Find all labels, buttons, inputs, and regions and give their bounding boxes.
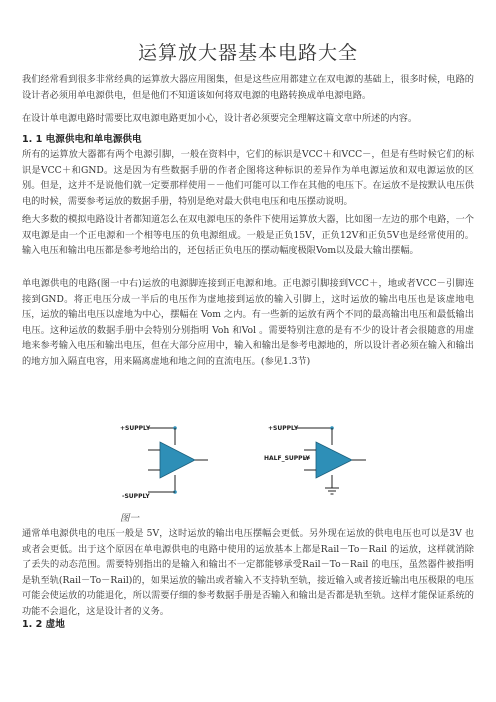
- paragraph-supply-pins: 所有的运算放大器都有两个电源引脚，一般在资料中，它们的标识是VCC＋和VCC－，但是有些时候它们的标识是VCC＋和GND。这是因为有些数据手册的作者企图将这种标识的差异作为单电源运放和双电源运放的区别。但是，这并不是说他们就一定要那样使用－－他们可能可以工作在其他的电压下。在运放不是按默认电压供电的时候，需要参考运放的数据手册，特别是绝对最大供电电压和电压摆动说明。: [22, 149, 474, 207]
- paragraph-intro: 我们经常看到很多非常经典的运算放大器应用图集，但是这些应用都建立在双电源的基础上，很多时候，电路的设计者必须用单电源供电，但是他们不知道该如何将双电源的电路转换成单电源电路。: [22, 74, 474, 101]
- label-pos-supply-right: +SUPPLY: [268, 425, 299, 432]
- figure-opamp-circuits: [120, 420, 370, 502]
- paragraph-caution: 在设计单电源电路时需要比双电源电路更加小心，设计者必须要完全理解这篇文章中所述的内容。: [22, 113, 418, 124]
- paragraph-single-supply: 单电源供电的电路(图一中右)运放的电源脚连接到正电源和地。正电源引脚接到VCC＋，地或者VCC－引脚连接到GND。将正电压分成一半后的电压作为虚地接到运放的输入引脚上，这时运放的输出电压也是该虚地电压，运放的输出电压以虚地为中心，摆幅在 Vom 之内。有一些新的运放有两个不同的最高输出电压和最低输出电压。这种运放的数据手册中会特别分别指明 Voh 和Vol 。需要特别注意的是有不少的设计者会很随意的用虚地来参考输入电压和输出电压，但在大部分应用中，输入和输出是参考电源地的，所以设计者必须在输入和输出的地方加入隔直电容，用来隔离虚地和地之间的直流电压。(参见1.3节): [22, 278, 474, 367]
- label-neg-supply: -SUPPLY: [122, 493, 150, 500]
- paragraph-dual-supply: 绝大多数的模拟电路设计者都知道怎么在双电源电压的条件下使用运算放大器，比如图一左边的那个电路，一个双电源是由一个正电源和一个相等电压的负电源组成。一般是正负15V，正负12V和正负5V也是经常使用的。输入电压和输出电压都是参考地给出的，还包括正负电压的摆动幅度极限Vom以及最大输出摆幅。: [22, 214, 474, 257]
- opamp-right: [316, 442, 352, 478]
- section-heading-1-2: 1. 2 虚地: [22, 619, 65, 630]
- section-heading-1-1: 1. 1 电源供电和单电源供电: [22, 134, 142, 145]
- page-title: 运算放大器基本电路大全: [137, 42, 358, 64]
- label-half-supply: HALF_SUPPLY: [264, 455, 310, 462]
- figure-caption: 图一: [120, 513, 140, 524]
- label-pos-supply-left: +SUPPLY: [120, 425, 151, 432]
- opamp-left: [160, 442, 195, 478]
- right-single-supply-circuit: [264, 425, 366, 494]
- left-dual-supply-circuit: [120, 425, 208, 500]
- paragraph-rail-to-rail: 通常单电源供电的电压一般是 5V，这时运放的输出电压摆幅会更低。另外现在运放的供电电压也可以是3V 也或者会更低。出于这个原因在单电源供电的电路中使用的运放基本上都是Rail－To－Rail 的运放，这样就消除了丢失的动态范围。需要特别指出的是输入和输出不一定都能够承受Rail－To－Rail 的电压，虽然器件被指明是轨至轨(Rail－To－Rail)的，如果运放的输出或者输入不支持轨至轨，接近输入或者接近输出电压极限的电压可能会使运放的功能退化，所以需要仔细的参考数据手册是否输入和输出是否都是轨至轨。这样才能保证系统的功能不会退化，这是设计者的义务。: [22, 528, 474, 617]
